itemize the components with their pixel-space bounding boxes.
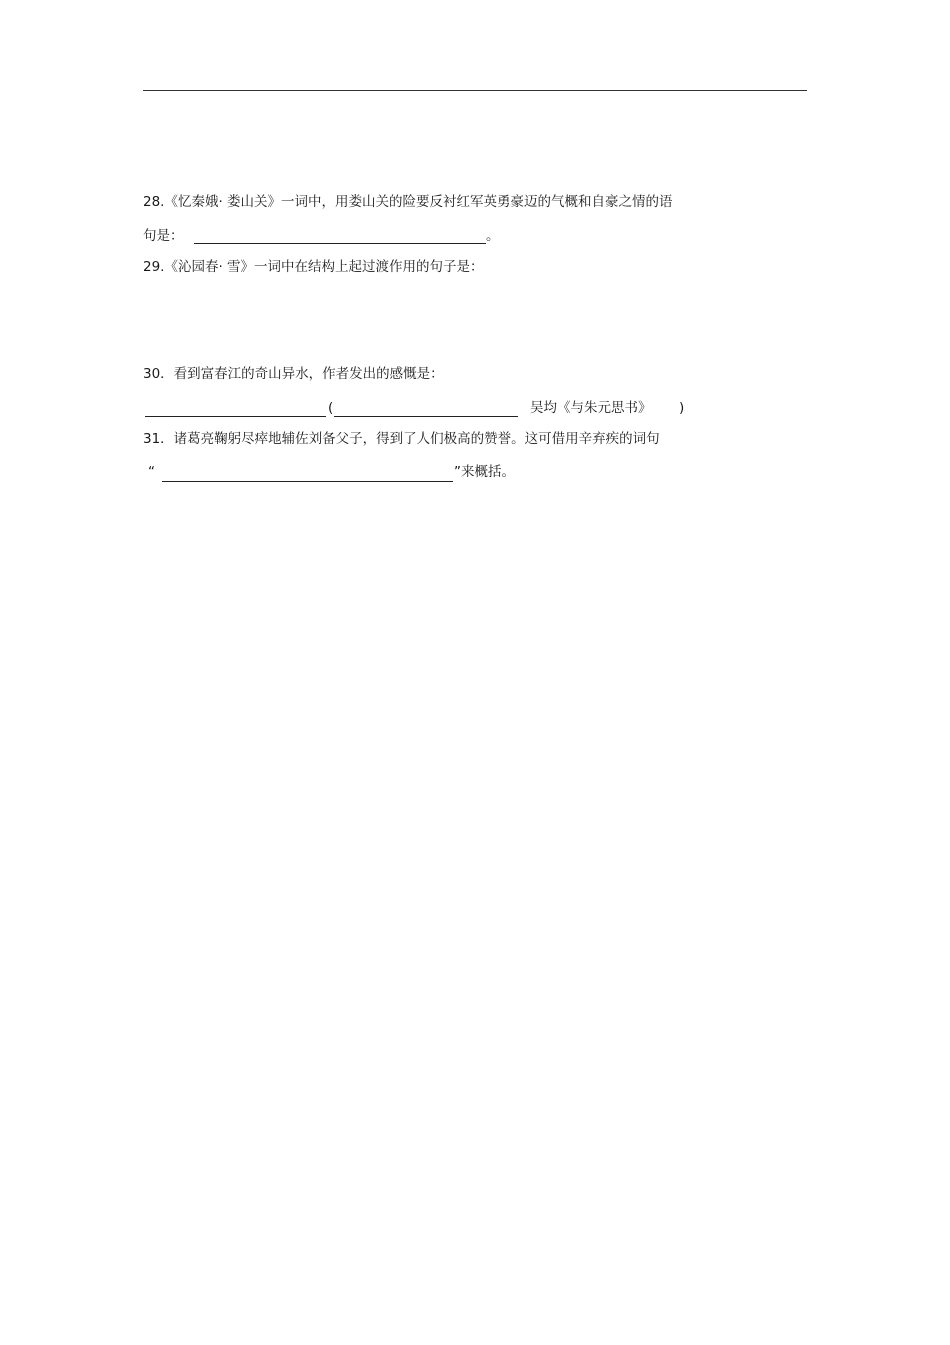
question-31-answer-blank[interactable] bbox=[162, 481, 453, 482]
question-31-open-quote: “ bbox=[148, 464, 155, 480]
question-30-line-1: 30．看到富春江的奇山异水，作者发出的感慨是： bbox=[143, 366, 444, 382]
question-28-answer-blank[interactable] bbox=[194, 243, 486, 244]
question-30-answer-blank-1[interactable] bbox=[145, 416, 326, 417]
question-30-source: 吴均《与朱元思书》 bbox=[530, 400, 652, 416]
question-29-text: 29.《沁园春· 雪》一词中在结构上起过渡作用的句子是： bbox=[143, 259, 484, 275]
page-header-rule bbox=[143, 90, 807, 91]
question-28-line-2-prefix: 句是： bbox=[143, 228, 184, 244]
question-31-line-1: 31．诸葛亮鞠躬尽瘁地辅佐刘备父子，得到了人们极高的赞誉。这可借用辛弃疾的词句 bbox=[143, 431, 660, 447]
question-30-close-paren: ) bbox=[679, 400, 685, 416]
question-28-line-2-suffix: 。 bbox=[486, 228, 500, 244]
question-30-answer-blank-2[interactable] bbox=[334, 416, 518, 417]
question-28-line-1: 28.《忆秦娥· 娄山关》一词中，用娄山关的险要反衬红军英勇豪迈的气概和自豪之情的语 bbox=[143, 194, 673, 210]
question-30-open-paren: ( bbox=[328, 400, 334, 416]
question-31-close-quote-suffix: ”来概括。 bbox=[454, 464, 515, 480]
